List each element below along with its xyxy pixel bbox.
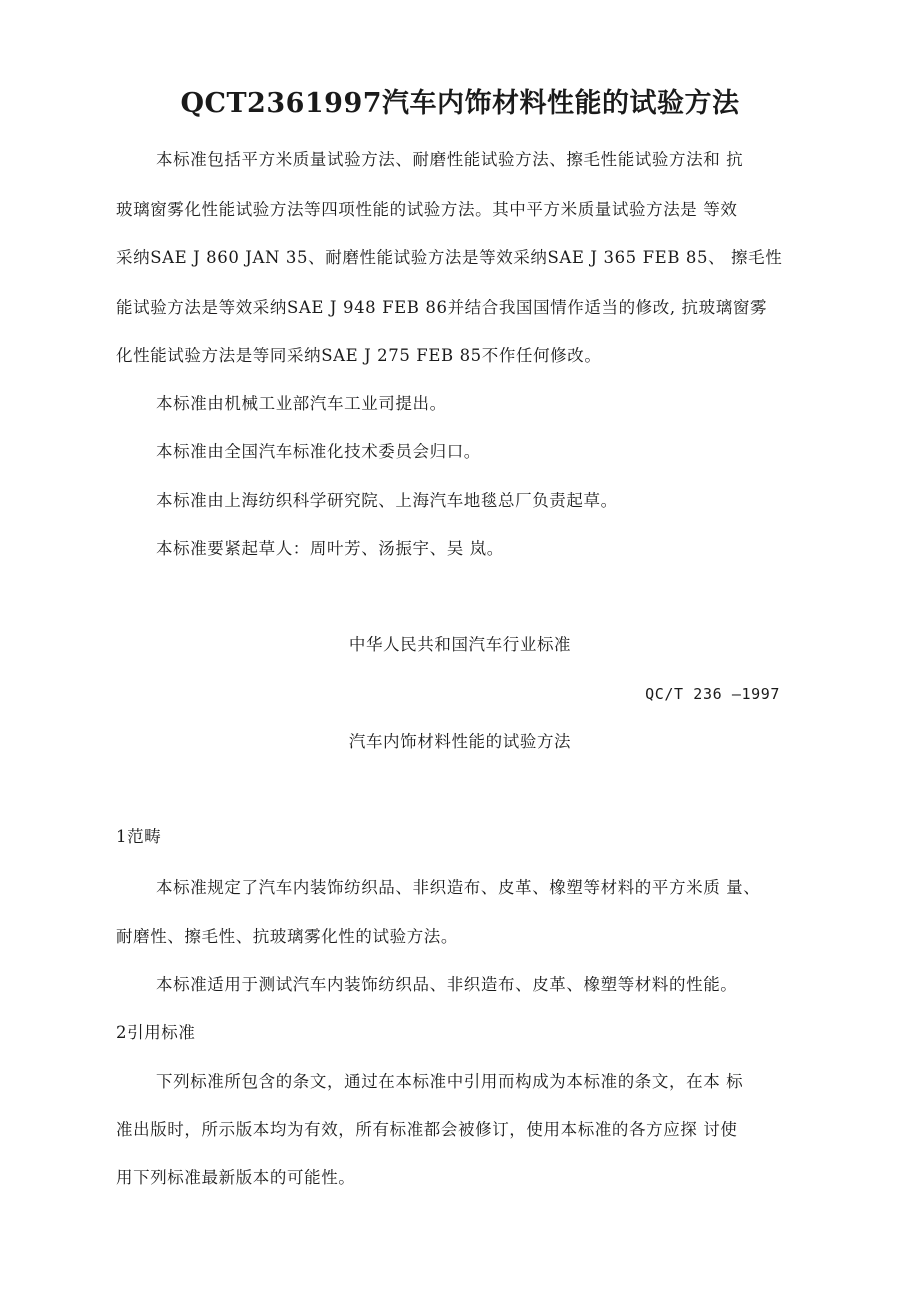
section-2-line-1: 下列标准所包含的条文，通过在本标准中引用而构成为本标准的条文，在本 标 (156, 1072, 744, 1091)
section-1-line-1: 本标准规定了汽车内装饰纺织品、非织造布、皮革、橡塑等材料的平方米质 量、 (156, 878, 761, 897)
foreword-line-3: 采纳SAE J 860 JAN 35、耐磨性能试验方法是等效采纳SAE J 365 FEB 85、 擦毛性 (116, 248, 783, 267)
section-1-scope: 本标准适用于测试汽车内装饰纺织品、非织造布、皮革、橡塑等材料的性能。 (156, 975, 738, 994)
document-title: QCT2361997汽车内饰材料性能的试验方法 (180, 88, 740, 119)
section-2-heading: 2引用标准 (116, 1023, 196, 1042)
standard-org: 中华人民共和国汽车行业标准 (348, 635, 572, 654)
foreword-line-5: 化性能试验方法是等同采纳SAE J 275 FEB 85不作任何修改。 (116, 346, 602, 365)
section-2-line-2: 准出版时，所示版本均为有效，所有标准都会被修订，使用本标准的各方应探 讨使 (116, 1120, 738, 1139)
foreword-centralized: 本标准由全国汽车标准化技术委员会归口。 (156, 442, 481, 461)
foreword-drafters-org: 本标准由上海纺织科学研究院、上海汽车地毯总厂负责起草。 (156, 491, 618, 510)
section-1-heading: 1范畴 (116, 827, 162, 846)
section-1-line-2: 耐磨性、擦毛性、抗玻璃雾化性的试验方法。 (116, 927, 458, 946)
standard-name: 汽车内饰材料性能的试验方法 (348, 732, 572, 751)
foreword-line-1: 本标准包括平方米质量试验方法、耐磨性能试验方法、擦毛性能试验方法和 抗 (156, 150, 744, 169)
foreword-proposer: 本标准由机械工业部汽车工业司提出。 (156, 394, 447, 413)
section-2-line-3: 用下列标准最新版本的可能性。 (116, 1168, 356, 1187)
foreword-drafters: 本标准要紧起草人：周叶芳、汤振宇、吴 岚。 (156, 539, 504, 558)
foreword-line-2: 玻璃窗雾化性能试验方法等四项性能的试验方法。其中平方米质量试验方法是 等效 (116, 200, 738, 219)
foreword-line-4: 能试验方法是等效采纳SAE J 948 FEB 86并结合我国国情作适当的修改, 抗玻璃窗雾 (116, 298, 768, 317)
standard-code: QC/T 236 —1997 (645, 685, 780, 703)
